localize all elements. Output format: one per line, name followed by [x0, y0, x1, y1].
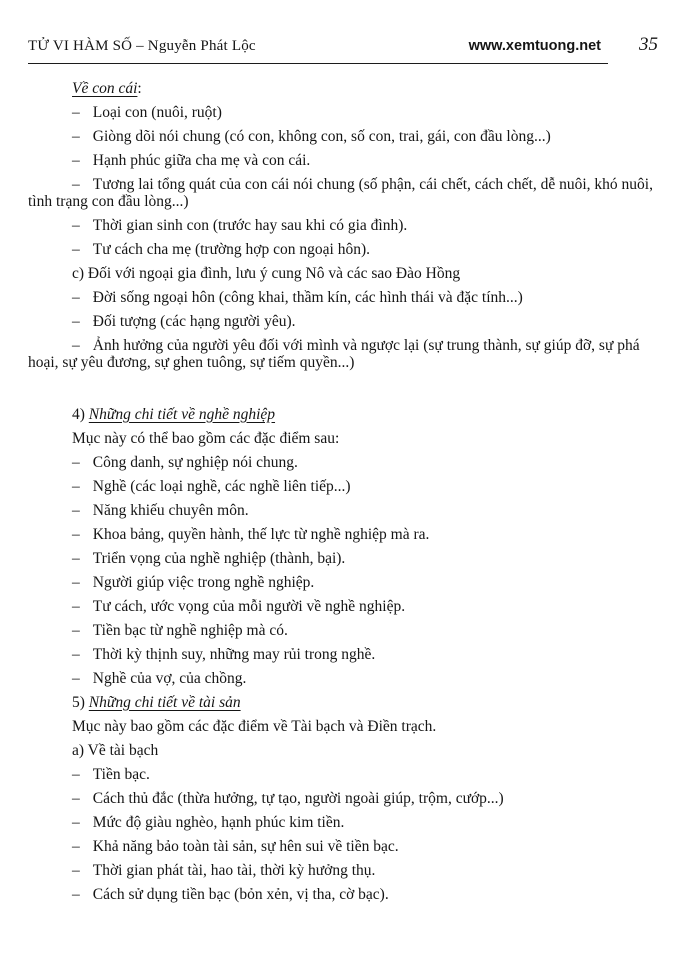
- header-row: [28, 34, 658, 57]
- list-item-text: Mức độ giàu nghèo, hạnh phúc kim tiền.: [92, 813, 345, 831]
- heading-number: 5): [72, 693, 89, 711]
- list-item: [28, 546, 658, 570]
- page-number: 35: [639, 34, 658, 55]
- dash-marker: –: [72, 288, 80, 306]
- list-item-text: Người giúp việc trong nghề nghiệp.: [92, 573, 315, 591]
- list-item: [28, 450, 658, 474]
- paragraph: Mục này bao gồm các đặc điểm về Tài bạch và Điền trạch.: [72, 717, 437, 735]
- list-item: [28, 882, 658, 906]
- dash-marker: –: [72, 151, 80, 169]
- list-item: [28, 834, 658, 858]
- content: [28, 76, 658, 906]
- heading-suffix: :: [137, 79, 142, 97]
- list-item-text: Tiền bạc từ nghề nghiệp mà có.: [92, 621, 288, 639]
- list-item: [28, 786, 658, 810]
- list-item: [28, 237, 658, 261]
- dash-marker: –: [72, 240, 80, 258]
- list-item: [28, 762, 658, 786]
- paragraph: a) Về tài bạch: [72, 741, 159, 759]
- list-item-text: Thời gian phát tài, hao tài, thời kỳ hưởng thụ.: [92, 861, 376, 879]
- dash-marker: –: [72, 477, 80, 495]
- list-item-text: Thời gian sinh con (trước hay sau khi có gia đình).: [92, 216, 408, 234]
- dash-marker: –: [72, 573, 80, 591]
- list-item: [28, 100, 658, 124]
- dash-marker: –: [72, 861, 80, 879]
- list-item: [28, 570, 658, 594]
- dash-marker: –: [72, 312, 80, 330]
- list-item-text: Đời sống ngoại hôn (công khai, thầm kín, các hình thái và đặc tính...): [92, 288, 523, 306]
- list-item-text: Cách thủ đắc (thừa hưởng, tự tạo, người ngoài giúp, trộm, cướp...): [92, 789, 504, 807]
- heading-text: Về con cái: [72, 79, 138, 97]
- list-item: [28, 285, 658, 309]
- list-item-text: Tư cách cha mẹ (trường hợp con ngoại hôn).: [92, 240, 370, 258]
- dash-marker: –: [72, 621, 80, 639]
- dash-marker: –: [72, 525, 80, 543]
- list-item-text: Năng khiếu chuyên môn.: [92, 501, 249, 519]
- list-item-text: Ảnh hưởng của người yêu đối với mình và ngược lại (sự trung thành, sự giúp đỡ, sự phá hoại, sự yêu đương, sự ghen tuông, sự tiếm quyền...): [28, 336, 640, 371]
- list-item-text: Đối tượng (các hạng người yêu).: [92, 312, 296, 330]
- dash-marker: –: [72, 103, 80, 121]
- dash-marker: –: [72, 813, 80, 831]
- list-item-text: Tư cách, ước vọng của mỗi người về nghề nghiệp.: [92, 597, 406, 615]
- list-item-text: Tiền bạc.: [92, 765, 150, 783]
- dash-marker: –: [72, 645, 80, 663]
- list-item-text: Cách sử dụng tiền bạc (bỏn xẻn, vị tha, cờ bạc).: [92, 885, 389, 903]
- list-item: [28, 309, 658, 333]
- website-url: www.xemtuong.net: [468, 38, 601, 54]
- dash-marker: –: [72, 789, 80, 807]
- list-item: [28, 858, 658, 882]
- section-spacer: [28, 374, 658, 402]
- dash-marker: –: [72, 501, 80, 519]
- list-item-text: Công danh, sự nghiệp nói chung.: [92, 453, 298, 471]
- page-header: [28, 34, 658, 64]
- dash-marker: –: [72, 837, 80, 855]
- section-heading: [28, 690, 658, 714]
- book-title: TỬ VI HÀM SỐ – Nguyễn Phát Lộc: [28, 38, 256, 54]
- list-item: [28, 474, 658, 498]
- dash-marker: –: [72, 669, 80, 687]
- paragraph: c) Đối với ngoại gia đình, lưu ý cung Nô và các sao Đào Hồng: [72, 264, 461, 282]
- list-item-text: Tương lai tổng quát của con cái nói chung (số phận, cái chết, cách chết, dễ nuôi, khó nuôi, tình trạng con đầu lòng...): [28, 175, 653, 210]
- list-item: [28, 642, 658, 666]
- list-item-text: Khả năng bảo toàn tài sản, sự hên sui về tiền bạc.: [92, 837, 399, 855]
- list-item: [28, 333, 658, 374]
- list-item-text: Loại con (nuôi, ruột): [92, 103, 222, 121]
- list-item: [28, 213, 658, 237]
- section-heading: [28, 76, 658, 100]
- dash-marker: –: [72, 127, 80, 145]
- dash-marker: –: [72, 765, 80, 783]
- list-item-text: Hạnh phúc giữa cha mẹ và con cái.: [92, 151, 311, 169]
- dash-marker: –: [72, 549, 80, 567]
- list-item: [28, 594, 658, 618]
- dash-marker: –: [72, 597, 80, 615]
- dash-marker: –: [72, 216, 80, 234]
- dash-marker: –: [72, 175, 80, 193]
- list-item: [28, 172, 658, 213]
- dash-marker: –: [72, 453, 80, 471]
- heading-text: Những chi tiết về tài sản: [88, 693, 241, 711]
- list-item: [28, 666, 658, 690]
- list-item-text: Nghề (các loại nghề, các nghề liên tiếp...): [92, 477, 351, 495]
- list-item-text: Triển vọng của nghề nghiệp (thành, bại).: [92, 549, 346, 567]
- list-item: [28, 522, 658, 546]
- paragraph: Mục này có thể bao gồm các đặc điểm sau:: [72, 429, 340, 447]
- list-item: [28, 618, 658, 642]
- list-item: [28, 148, 658, 172]
- dash-marker: –: [72, 885, 80, 903]
- dash-marker: –: [72, 336, 80, 354]
- list-item: [28, 498, 658, 522]
- heading-text: Những chi tiết về nghề nghiệp: [88, 405, 276, 423]
- list-item: [28, 124, 658, 148]
- list-item-text: Nghề của vợ, của chồng.: [92, 669, 247, 687]
- header-divider: [28, 63, 608, 64]
- list-item-text: Khoa bảng, quyền hành, thế lực từ nghề nghiệp mà ra.: [92, 525, 430, 543]
- list-item: [28, 810, 658, 834]
- list-item-text: Giòng dõi nói chung (có con, không con, số con, trai, gái, con đầu lòng...): [92, 127, 551, 145]
- section-heading: [28, 402, 658, 426]
- list-item-text: Thời kỳ thịnh suy, những may rủi trong nghề.: [92, 645, 376, 663]
- heading-number: 4): [72, 405, 89, 423]
